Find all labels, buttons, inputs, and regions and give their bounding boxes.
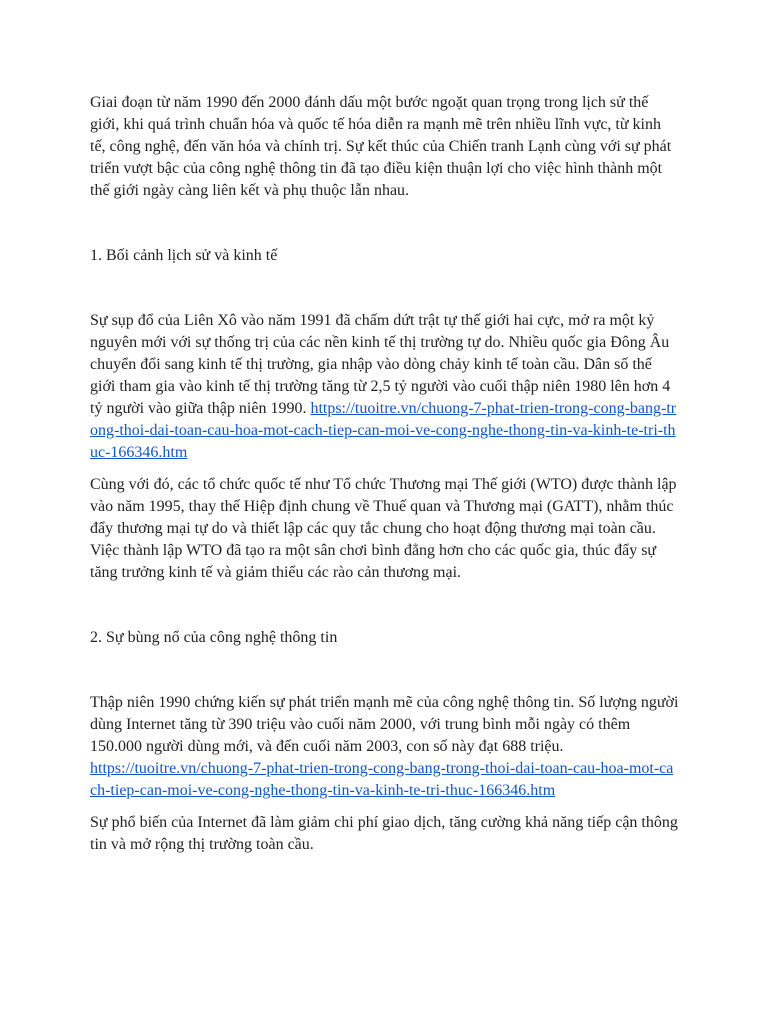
section-2-paragraph-2: Sự phổ biến của Internet đã làm giảm chi phí giao dịch, tăng cường khả năng tiếp cận thông tin và mở rộng thị trường toàn cầu. (90, 814, 678, 853)
section-heading-2: 2. Sự bùng nổ của công nghệ thông tin (90, 629, 338, 646)
section-1-paragraph-2: Cùng với đó, các tổ chức quốc tế như Tổ chức Thương mại Thế giới (WTO) được thành lập vào năm 1995, thay thế Hiệp định chung về Thuế quan và Thương mại (GATT), nhằm thúc đẩy thương mại tự do và thiết lập các quy tắc chung cho hoạt động thương mại toàn cầu. Việc thành lập WTO đã tạo ra một sân chơi bình đẳng hơn cho các quốc gia, thúc đẩy sự tăng trưởng kinh tế và giảm thiểu các rào cản thương mại. (90, 476, 677, 581)
section-1-paragraph-1 (90, 310, 680, 464)
section-heading-1: 1. Bối cảnh lịch sử và kinh tế (90, 247, 278, 264)
document-page (90, 92, 680, 856)
section-1-paragraph-1-text: Sự sụp đổ của Liên Xô vào năm 1991 đã chấm dứt trật tự thế giới hai cực, mở ra một kỷ nguyên mới với sự thống trị của các nền kinh tế thị trường tự do. Nhiều quốc gia Đông Âu chuyển đổi sang kinh tế thị trường, gia nhập vào dòng chảy kinh tế toàn cầu. Dân số thế giới tham gia vào kinh tế thị trường tăng từ 2,5 tỷ người vào cuối thập niên 1980 lên hơn 4 tỷ người vào giữa thập niên 1990. (90, 312, 671, 417)
source-link-1[interactable]: https://tuoitre.vn/chuong-7-phat-trien-trong-cong-bang-trong-thoi-dai-toan-cau-hoa-mot-cach-tiep-can-moi-ve-cong-nghe-thong-tin-va-kinh-te-tri-thuc-166346.htm (90, 400, 677, 461)
section-2-paragraph-1 (90, 692, 680, 802)
section-2-paragraph-1-text: Thập niên 1990 chứng kiến sự phát triển mạnh mẽ của công nghệ thông tin. Số lượng người dùng Internet tăng từ 390 triệu vào cuối năm 2000, với trung bình mỗi ngày có thêm 150.000 người dùng mới, và đến cuối năm 2003, con số này đạt 688 triệu. (90, 694, 679, 755)
intro-paragraph: Giai đoạn từ năm 1990 đến 2000 đánh dấu một bước ngoặt quan trọng trong lịch sử thế giới, khi quá trình chuẩn hóa và quốc tế hóa diễn ra mạnh mẽ trên nhiều lĩnh vực, từ kinh tế, công nghệ, đến văn hóa và chính trị. Sự kết thúc của Chiến tranh Lạnh cùng với sự phát triển vượt bậc của công nghệ thông tin đã tạo điều kiện thuận lợi cho việc hình thành một thế giới ngày càng liên kết và phụ thuộc lẫn nhau. (90, 94, 672, 199)
source-link-2[interactable]: https://tuoitre.vn/chuong-7-phat-trien-trong-cong-bang-trong-thoi-dai-toan-cau-hoa-mot-cach-tiep-can-moi-ve-cong-nghe-thong-tin-va-kinh-te-tri-thuc-166346.htm (90, 760, 674, 799)
